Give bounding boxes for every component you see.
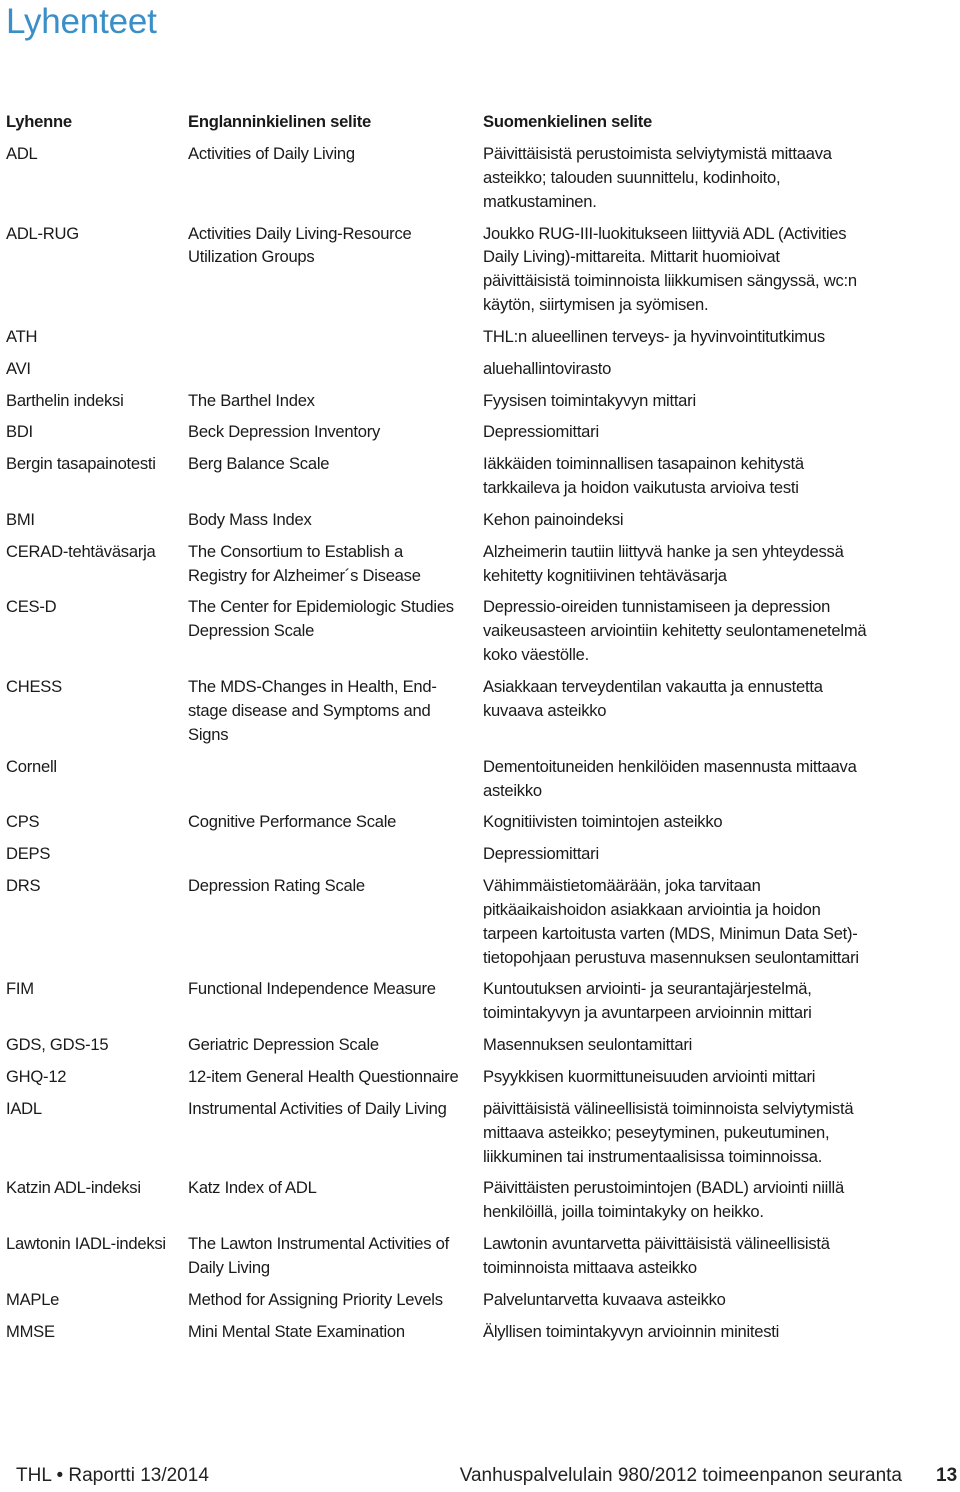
abbreviation-cell: Bergin tasapainotesti xyxy=(6,454,156,474)
finnish-definition-cell: Älyllisen toimintakyvyn arvioinnin minitesti xyxy=(483,1321,780,1341)
abbreviation-cell: CPS xyxy=(6,812,40,832)
table-row xyxy=(6,357,906,381)
table-row xyxy=(6,810,906,834)
footer-publication: THL • Raportti 13/2014 xyxy=(16,1465,209,1486)
abbreviation-cell: Cornell xyxy=(6,756,57,776)
table-row xyxy=(6,977,906,1025)
finnish-definition-cell: Depressiomittari xyxy=(483,422,599,442)
finnish-definition-cell: Iäkkäiden toiminnallisen tasapainon kehitystä tarkkaileva ja hoidon vaikutusta arvioiva testi xyxy=(483,454,804,498)
page-number: 13 xyxy=(936,1465,958,1486)
finnish-definition-cell: Kehon painoindeksi xyxy=(483,509,624,529)
english-definition-cell: Beck Depression Inventory xyxy=(188,422,381,442)
finnish-definition-cell: Psyykkisen kuormittuneisuuden arviointi mittari xyxy=(483,1066,816,1086)
table-row xyxy=(6,675,906,747)
english-definition-cell: Katz Index of ADL xyxy=(188,1178,317,1198)
header-finnish: Suomenkielinen selite xyxy=(483,112,653,131)
english-definition-cell xyxy=(188,842,483,866)
table-row xyxy=(6,1065,906,1089)
finnish-definition-cell: Depressiomittari xyxy=(483,844,599,864)
finnish-definition-cell: Joukko RUG-III-luokitukseen liittyviä ADL (Activities Daily Living)-mittareita. Mittarit huomioivat päivittäisistä toiminnoista liikkumisen sängyssä, wc:n käytön, siirtymisen ja syömisen. xyxy=(483,223,857,315)
table-body xyxy=(6,142,906,1344)
abbreviation-cell: IADL xyxy=(6,1098,42,1118)
english-definition-cell: The Lawton Instrumental Activities of Daily Living xyxy=(188,1234,449,1277)
abbreviation-cell: Lawtonin IADL-indeksi xyxy=(6,1234,166,1254)
english-definition-cell: The Consortium to Establish a Registry for Alzheimer´s Disease xyxy=(188,541,421,585)
abbreviation-cell: GHQ-12 xyxy=(6,1066,67,1086)
finnish-definition-cell: Kuntoutuksen arviointi- ja seurantajärjestelmä, toimintakyvyn ja avuntarpeen arvioinnin mittari xyxy=(483,979,812,1023)
english-definition-cell: Activities of Daily Living xyxy=(188,143,355,163)
abbreviation-cell: FIM xyxy=(6,979,34,999)
abbreviation-cell: ADL-RUG xyxy=(6,223,79,243)
finnish-definition-cell: Masennuksen seulontamittari xyxy=(483,1035,693,1055)
abbreviation-cell: MMSE xyxy=(6,1321,55,1341)
finnish-definition-cell: Päivittäisten perustoimintojen (BADL) arviointi niillä henkilöillä, joilla toimintakyky on heikko. xyxy=(483,1178,844,1222)
abbreviation-cell: CES-D xyxy=(6,597,57,617)
table-row xyxy=(6,1320,906,1344)
english-definition-cell: The MDS-Changes in Health, End-stage disease and Symptoms and Signs xyxy=(188,677,437,744)
table-row xyxy=(6,874,906,970)
table-header-row xyxy=(6,110,906,134)
abbreviation-cell: CHESS xyxy=(6,677,62,697)
finnish-definition-cell: Dementoituneiden henkilöiden masennusta mittaava asteikko xyxy=(483,756,857,800)
english-definition-cell: Functional Independence Measure xyxy=(188,979,436,999)
abbreviation-cell: DRS xyxy=(6,875,41,895)
table-row xyxy=(6,452,906,500)
finnish-definition-cell: Fyysisen toimintakyvyn mittari xyxy=(483,390,696,410)
abbreviation-cell: AVI xyxy=(6,358,31,378)
english-definition-cell: Method for Assigning Priority Levels xyxy=(188,1289,443,1309)
finnish-definition-cell: Depressio-oireiden tunnistamiseen ja depression vaikeusasteen arviointiin kehitetty seulontamenetelmä koko väestölle. xyxy=(483,597,867,665)
header-english: Englanninkielinen selite xyxy=(188,112,372,131)
table-row xyxy=(6,755,906,803)
abbreviation-cell: Barthelin indeksi xyxy=(6,390,124,410)
table-row xyxy=(6,1176,906,1224)
finnish-definition-cell: THL:n alueellinen terveys- ja hyvinvointitutkimus xyxy=(483,327,825,347)
table-row xyxy=(6,389,906,413)
english-definition-cell: Instrumental Activities of Daily Living xyxy=(188,1098,447,1118)
table-row xyxy=(6,1033,906,1057)
finnish-definition-cell: Asiakkaan terveydentilan vakautta ja ennustetta kuvaava asteikko xyxy=(483,677,823,720)
finnish-definition-cell: Päivittäisistä perustoimista selviytymistä mittaava asteikko; talouden suunnittelu, kodinhoito, matkustaminen. xyxy=(483,143,832,211)
english-definition-cell: Cognitive Performance Scale xyxy=(188,812,397,832)
finnish-definition-cell: päivittäisistä välineellisistä toiminnoista selviytymistä mittaava asteikko; peseytyminen, pukeutuminen, liikkuminen tai instrumentaalisissa toiminnoissa. xyxy=(483,1098,854,1166)
finnish-definition-cell: Vähimmäistietomäärään, joka tarvitaan pitkäaikaishoidon asiakkaan arviointia ja hoidon tarpeen kartoitusta varten (MDS, Minimun Data Set)-tietopohjaan perustuva masennuksen seulontamittari xyxy=(483,875,859,967)
finnish-definition-cell: Lawtonin avuntarvetta päivittäisistä välineellisistä toiminnoista mittaava asteikko xyxy=(483,1234,830,1277)
finnish-definition-cell: aluehallintovirasto xyxy=(483,358,612,378)
table-row xyxy=(6,420,906,444)
finnish-definition-cell: Alzheimerin tautiin liittyvä hanke ja sen yhteydessä kehitetty kognitiivinen tehtäväsarja xyxy=(483,541,844,585)
abbreviation-cell: BDI xyxy=(6,422,33,442)
english-definition-cell xyxy=(188,357,483,381)
english-definition-cell: Depression Rating Scale xyxy=(188,875,365,895)
english-definition-cell: Body Mass Index xyxy=(188,509,312,529)
abbreviation-cell: MAPLe xyxy=(6,1289,60,1309)
table-row xyxy=(6,1288,906,1312)
abbreviation-table xyxy=(6,110,906,1351)
english-definition-cell: The Center for Epidemiologic Studies Depression Scale xyxy=(188,597,454,641)
table-row xyxy=(6,222,906,318)
english-definition-cell: The Barthel Index xyxy=(188,390,315,410)
footer-report-title: Vanhuspalvelulain 980/2012 toimeenpanon seuranta xyxy=(459,1465,902,1486)
finnish-definition-cell: Kognitiivisten toimintojen asteikko xyxy=(483,812,723,832)
page-title: Lyhenteet xyxy=(6,2,157,41)
abbreviation-cell: BMI xyxy=(6,509,35,529)
english-definition-cell: Berg Balance Scale xyxy=(188,454,330,474)
table-row xyxy=(6,540,906,588)
abbreviation-cell: GDS, GDS-15 xyxy=(6,1035,109,1055)
english-definition-cell: Geriatric Depression Scale xyxy=(188,1035,379,1055)
table-row xyxy=(6,1232,906,1280)
abbreviation-cell: ATH xyxy=(6,327,38,347)
english-definition-cell: Mini Mental State Examination xyxy=(188,1321,405,1341)
header-abbreviation: Lyhenne xyxy=(6,112,72,131)
table-row xyxy=(6,325,906,349)
table-row xyxy=(6,1097,906,1169)
table-row xyxy=(6,842,906,866)
table-row xyxy=(6,595,906,667)
abbreviation-cell: ADL xyxy=(6,143,38,163)
table-row xyxy=(6,508,906,532)
english-definition-cell xyxy=(188,755,483,803)
english-definition-cell: Activities Daily Living-Resource Utilization Groups xyxy=(188,223,412,267)
abbreviation-cell: DEPS xyxy=(6,844,51,864)
table-row xyxy=(6,142,906,214)
abbreviation-cell: Katzin ADL-indeksi xyxy=(6,1178,141,1198)
english-definition-cell xyxy=(188,325,483,349)
english-definition-cell: 12-item General Health Questionnaire xyxy=(188,1066,459,1086)
finnish-definition-cell: Palveluntarvetta kuvaava asteikko xyxy=(483,1289,726,1309)
abbreviation-cell: CERAD-tehtäväsarja xyxy=(6,541,156,561)
